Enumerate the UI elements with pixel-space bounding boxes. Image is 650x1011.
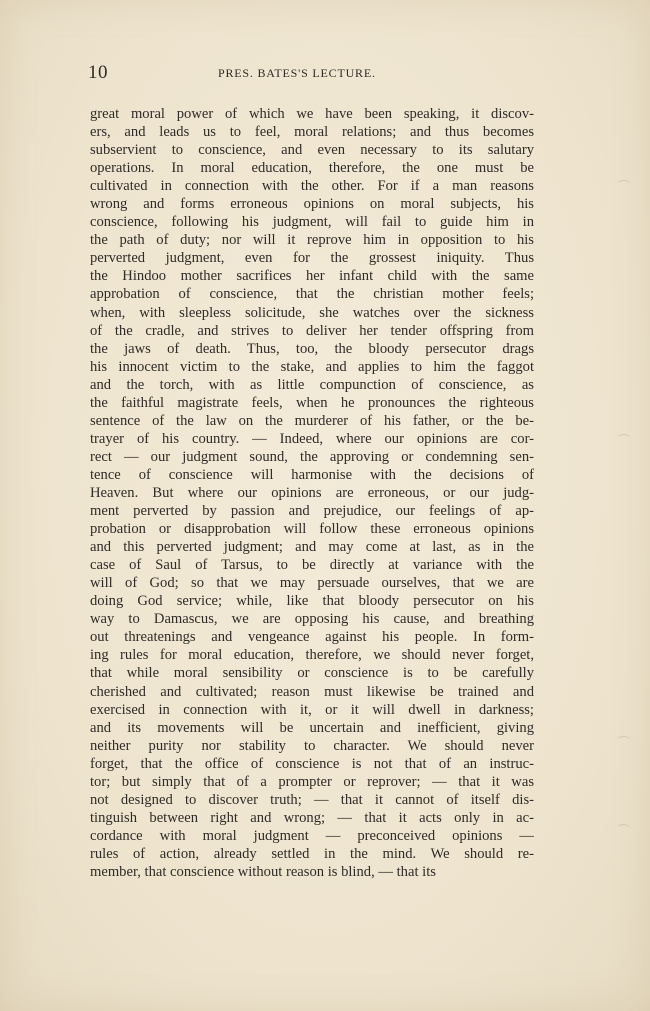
text-line: the path of duty; nor will it reprove him in opposition to his (90, 232, 534, 249)
text-line: cherished and cultivated; reason must likewise be trained and (90, 683, 534, 700)
text-line: great moral power of which we have been speaking, it discov- (90, 106, 534, 122)
text-line: and its movements will be uncertain and inefficient, giving (90, 719, 534, 736)
text-line: out threatenings and vengeance against his people. In form- (90, 629, 534, 646)
text-line: ers, and leads us to feel, moral relations; and thus becomes (90, 124, 534, 141)
text-line: not designed to discover truth; — that it cannot of itself dis- (90, 791, 534, 808)
text-line: trayer of his country. — Indeed, where our opinions are cor- (90, 430, 534, 447)
text-line: rect — our judgment sound, the approving or condemning sen- (90, 448, 534, 465)
text-line: ing rules for moral education, therefore, we should never forget, (90, 647, 534, 664)
page-edge-mark (616, 824, 631, 835)
text-line: subservient to conscience, and even necessary to its salutary (90, 142, 534, 159)
text-line: tor; but simply that of a prompter or reprover; — that it was (90, 773, 534, 790)
text-line: when, with sleepless solicitude, she watches over the sickness (90, 304, 534, 321)
text-line: tinguish between right and wrong; — that it acts only in ac- (90, 809, 534, 826)
text-line: that while moral sensibility or conscience is to be carefully (90, 665, 534, 682)
page-edge-mark (616, 180, 631, 191)
text-line: operations. In moral education, therefore, the one must be (90, 160, 534, 177)
text-line: doing God service; while, like that bloody persecutor on his (90, 593, 534, 610)
text-line: probation or disapprobation will follow these erroneous opinions (90, 521, 534, 538)
text-line: member, that conscience without reason is blind, — that its (90, 863, 436, 880)
running-title: PRES. BATES'S LECTURE. (218, 66, 376, 80)
text-line: wrong and forms erroneous opinions on moral subjects, his (90, 196, 534, 213)
text-line: sentence of the law on the murderer of his father, or the be- (90, 412, 534, 429)
text-line: rules of action, already settled in the mind. We should re- (90, 845, 534, 862)
page-header (88, 62, 528, 86)
text-line: the faithful magistrate feels, when he pronounces the righteous (90, 394, 534, 411)
text-line: tence of conscience will harmonise with the decisions of (90, 466, 534, 483)
text-line: of the cradle, and strives to deliver her tender offspring from (90, 322, 534, 339)
text-line: and this perverted judgment; and may come at last, as in the (90, 539, 534, 556)
text-line: conscience, following his judgment, will fail to guide him in (90, 214, 534, 231)
text-line: cordance with moral judgment — preconceived opinions — (90, 827, 534, 844)
text-line: Heaven. But where our opinions are erroneous, or our judg- (90, 484, 534, 501)
text-line: his innocent victim to the stake, and applies to him the faggot (90, 358, 534, 375)
text-line: the jaws of death. Thus, too, the bloody persecutor drags (90, 340, 534, 357)
text-line: the Hindoo mother sacrifices her infant child with the same (90, 268, 534, 285)
text-line: approbation of conscience, that the christian mother feels; (90, 286, 534, 303)
text-line: case of Saul of Tarsus, to be directly at variance with the (90, 557, 534, 574)
page-edge-mark (616, 434, 631, 445)
text-line: neither purity nor stability to character. We should never (90, 737, 534, 754)
text-line: perverted judgment, even for the grossest iniquity. Thus (90, 250, 534, 267)
text-line: way to Damascus, we are opposing his cause, and breathing (90, 611, 534, 628)
page-edge-mark (616, 736, 631, 747)
text-line: and the torch, with as little compunction of conscience, as (90, 376, 534, 393)
text-line: cultivated in connection with the other. For if a man reasons (90, 178, 534, 195)
text-line: ment perverted by passion and prejudice, our feelings of ap- (90, 503, 534, 520)
body-paragraph (90, 105, 534, 881)
text-line: will of God; so that we may persuade ourselves, that we are (90, 575, 534, 592)
text-line: forget, that the office of conscience is not that of an instruc- (90, 755, 534, 772)
text-line: exercised in connection with it, or it will dwell in darkness; (90, 701, 534, 718)
page-number: 10 (88, 62, 108, 83)
